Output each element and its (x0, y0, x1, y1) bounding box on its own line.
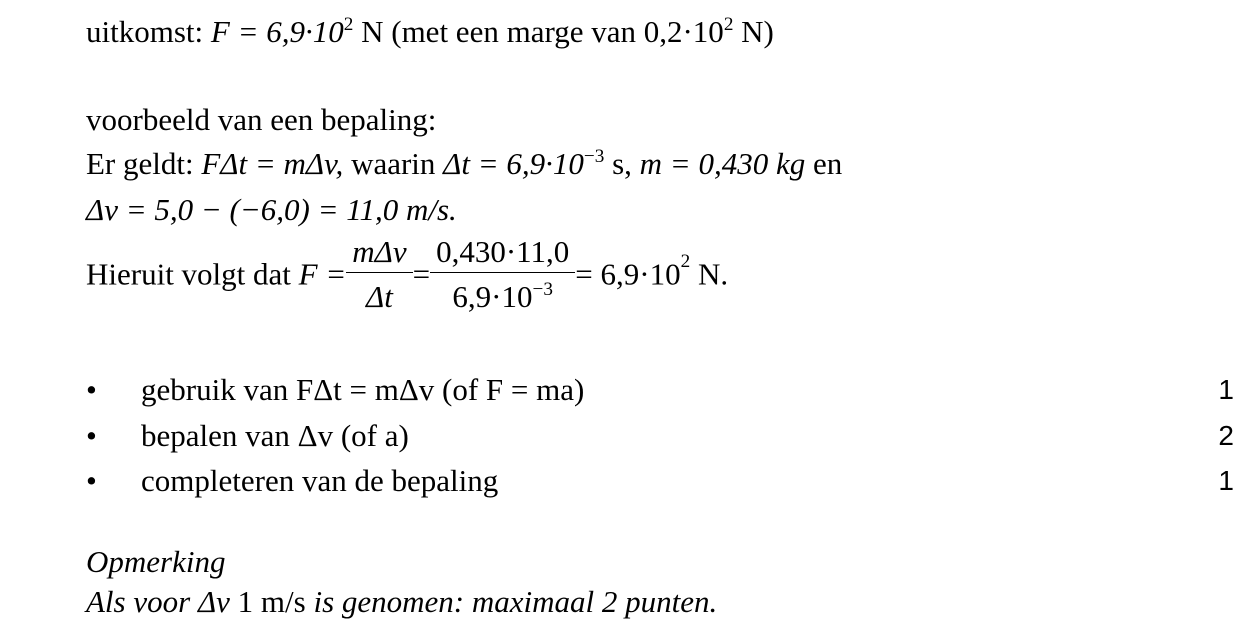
criterion-text: gebruik van FΔt = mΔv (of F = ma) (141, 372, 585, 407)
example-line-1 (86, 148, 842, 179)
example-line3-result: = 6,9·10 (575, 256, 681, 292)
note-heading: Opmerking (86, 544, 226, 579)
example-line1-seconds: s, (612, 146, 632, 181)
example-line-2 (86, 194, 457, 225)
result-margin: (met een marge van 0,2·10 (391, 14, 724, 49)
example-line1-waarin: waarin (351, 146, 436, 181)
example-line3-equals: = (412, 256, 431, 292)
example-line2-dv: Δv = 5,0 − (−6,0) = 11,0 m/s. (86, 192, 457, 227)
bullet-icon: • (86, 372, 97, 407)
bullet-icon: • (86, 418, 97, 453)
example-line-3 (86, 236, 728, 312)
example-line3-result-exponent: 2 (680, 251, 691, 273)
fraction-symbolic-numerator: mΔv (346, 236, 412, 273)
example-line3-unit: N. (697, 256, 729, 292)
bullet-icon: • (86, 463, 97, 498)
fraction-numeric-denominator-base: 6,9·10 (452, 279, 533, 314)
example-line1-lead: Er geldt: (86, 146, 194, 181)
result-prefix: uitkomst: (86, 14, 204, 49)
example-heading: voorbeeld van een bepaling: (86, 102, 437, 137)
result-exponent: 2 (343, 14, 354, 36)
criterion-row (86, 420, 1236, 456)
result-margin-unit: N) (741, 14, 774, 49)
fraction-numeric (430, 236, 575, 312)
fraction-symbolic (346, 236, 412, 312)
result-formula: F = 6,9·10 (210, 14, 344, 49)
note-delta-v: Δv (197, 584, 230, 619)
result-line (86, 16, 774, 47)
note-text (86, 586, 717, 617)
example-line1-en: en (812, 146, 843, 181)
example-line1-dt-exponent: −3 (583, 146, 605, 168)
criterion-points: 2 (1218, 420, 1234, 451)
fraction-numeric-denominator (430, 273, 575, 312)
fraction-numeric-numerator: 0,430·11,0 (430, 236, 575, 273)
note-value: 1 m/s (237, 584, 306, 619)
example-line3-lead: Hieruit volgt dat (86, 256, 291, 292)
criterion-row (86, 374, 1236, 410)
result-unit: N (361, 14, 384, 49)
result-margin-exponent: 2 (723, 14, 734, 36)
fraction-numeric-denominator-exponent: −3 (532, 279, 553, 301)
criterion-text: bepalen van Δv (of a) (141, 418, 409, 453)
criterion-text: completeren van de bepaling (141, 463, 499, 498)
note-text-lead: Als voor (86, 584, 191, 619)
note-text-tail: is genomen: maximaal 2 punten. (313, 584, 718, 619)
criterion-points: 1 (1218, 465, 1234, 496)
example-line1-mass: m = 0,430 kg (639, 146, 806, 181)
example-line3-F: F = (298, 256, 347, 292)
criterion-points: 1 (1218, 374, 1234, 405)
example-line1-formula: FΔt = mΔv, (201, 146, 344, 181)
example-line1-dt: Δt = 6,9·10 (443, 146, 584, 181)
fraction-symbolic-denominator: Δt (366, 279, 393, 314)
criterion-row (86, 465, 1236, 501)
